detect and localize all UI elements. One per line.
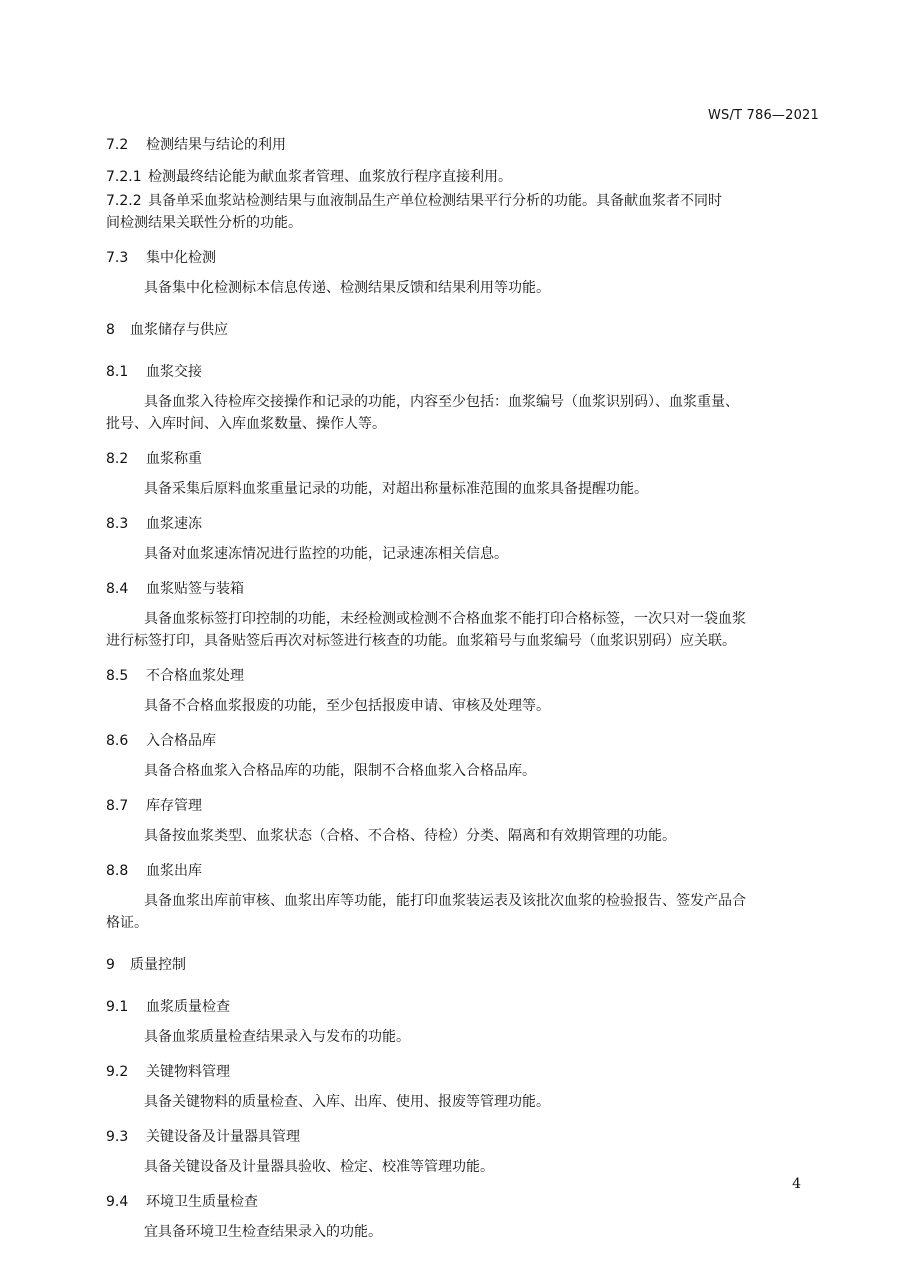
section-title: 血浆质量检查 xyxy=(146,999,230,1015)
section-7-3-heading xyxy=(106,247,821,269)
section-text: 具备单采血浆站检测结果与血液制品生产单位检测结果平行分析的功能。具备献血浆者不同时 xyxy=(148,193,722,209)
section-number: 8.2 xyxy=(106,451,129,467)
chapter-9-heading xyxy=(106,954,821,976)
section-8-7-text: 具备按血浆类型、血浆状态（合格、不合格、待检）分类、隔离和有效期管理的功能。 xyxy=(144,828,676,844)
section-8-3-text: 具备对血浆速冻情况进行监控的功能，记录速冻相关信息。 xyxy=(144,546,508,562)
section-8-4-text-cont: 进行标签打印，具备贴签后再次对标签进行核查的功能。血浆箱号与血浆编号（血浆识别码）应关联。 xyxy=(106,633,736,649)
section-8-1-text-cont: 批号、入库时间、入库血浆数量、操作人等。 xyxy=(106,416,386,432)
section-number: 8.7 xyxy=(106,798,129,814)
section-8-1-text: 具备血浆入待检库交接操作和记录的功能，内容至少包括：血浆编号（血浆识别码）、血浆重量、 xyxy=(144,394,739,410)
section-title: 关键物料管理 xyxy=(146,1064,230,1080)
section-7-2-2 xyxy=(106,190,821,212)
section-9-2-heading xyxy=(106,1061,821,1083)
section-title: 库存管理 xyxy=(146,798,202,814)
section-9-3-text: 具备关键设备及计量器具验收、检定、校准等管理功能。 xyxy=(144,1159,494,1175)
chapter-title: 血浆储存与供应 xyxy=(130,322,228,338)
section-9-4-heading xyxy=(106,1191,821,1213)
section-7-2-heading xyxy=(106,134,821,156)
chapter-8-heading xyxy=(106,319,821,341)
section-8-8-heading xyxy=(106,860,821,882)
section-number: 9.1 xyxy=(106,999,129,1015)
section-9-1-text: 具备血浆质量检查结果录入与发布的功能。 xyxy=(144,1029,410,1045)
section-9-3-heading xyxy=(106,1126,821,1148)
section-8-4-text: 具备血浆标签打印控制的功能，未经检测或检测不合格血浆不能打印合格标签，一次只对一袋血浆 xyxy=(144,611,746,627)
section-7-3-text: 具备集中化检测标本信息传递、检测结果反馈和结果利用等功能。 xyxy=(144,280,550,296)
section-number: 8.3 xyxy=(106,516,129,532)
section-number: 7.2 xyxy=(106,137,129,153)
section-number: 7.2.1 xyxy=(106,169,142,185)
section-9-2-text: 具备关键物料的质量检查、入库、出库、使用、报废等管理功能。 xyxy=(144,1094,550,1110)
section-7-2-1 xyxy=(106,166,821,188)
section-title: 关键设备及计量器具管理 xyxy=(146,1129,300,1145)
section-8-6-text: 具备合格血浆入合格品库的功能，限制不合格血浆入合格品库。 xyxy=(144,763,536,779)
section-number: 9.3 xyxy=(106,1129,129,1145)
section-9-4-text: 宜具备环境卫生检查结果录入的功能。 xyxy=(144,1224,382,1240)
section-8-7-heading xyxy=(106,795,821,817)
section-8-8-text-cont: 格证。 xyxy=(106,915,148,931)
section-number: 7.3 xyxy=(106,250,129,266)
section-number: 7.2.2 xyxy=(106,193,142,209)
section-8-5-text: 具备不合格血浆报废的功能，至少包括报废申请、审核及处理等。 xyxy=(144,698,550,714)
chapter-title: 质量控制 xyxy=(130,957,186,973)
section-title: 不合格血浆处理 xyxy=(146,668,244,684)
section-8-2-text: 具备采集后原料血浆重量记录的功能，对超出称量标准范围的血浆具备提醒功能。 xyxy=(144,481,648,497)
section-number: 8.5 xyxy=(106,668,129,684)
section-8-8-text: 具备血浆出库前审核、血浆出库等功能，能打印血浆装运表及该批次血浆的检验报告、签发产品合 xyxy=(144,893,746,909)
section-number: 9.4 xyxy=(106,1194,129,1210)
section-title: 集中化检测 xyxy=(146,250,216,266)
section-title: 血浆称重 xyxy=(146,451,202,467)
document-body xyxy=(106,134,821,1243)
section-title: 检测结果与结论的利用 xyxy=(146,137,286,153)
section-8-1-heading xyxy=(106,361,821,383)
section-8-5-heading xyxy=(106,665,821,687)
section-9-1-heading xyxy=(106,996,821,1018)
page-number: 4 xyxy=(792,1176,801,1192)
document-code-header: WS/T 786—2021 xyxy=(707,108,819,123)
section-title: 入合格品库 xyxy=(146,733,216,749)
section-number: 8.6 xyxy=(106,733,129,749)
section-8-4-heading xyxy=(106,578,821,600)
section-8-2-heading xyxy=(106,448,821,470)
chapter-number: 9 xyxy=(106,957,115,973)
section-title: 血浆贴签与装箱 xyxy=(146,581,244,597)
section-number: 8.4 xyxy=(106,581,129,597)
chapter-number: 8 xyxy=(106,322,115,338)
section-number: 9.2 xyxy=(106,1064,129,1080)
section-8-3-heading xyxy=(106,513,821,535)
section-8-6-heading xyxy=(106,730,821,752)
section-number: 8.8 xyxy=(106,863,129,879)
section-7-2-2-cont: 间检测结果关联性分析的功能。 xyxy=(106,215,302,231)
section-title: 血浆出库 xyxy=(146,863,202,879)
section-number: 8.1 xyxy=(106,364,129,380)
section-title: 环境卫生质量检查 xyxy=(146,1194,258,1210)
section-title: 血浆交接 xyxy=(146,364,202,380)
section-title: 血浆速冻 xyxy=(146,516,202,532)
section-text: 检测最终结论能为献血浆者管理、血浆放行程序直接利用。 xyxy=(148,169,512,185)
